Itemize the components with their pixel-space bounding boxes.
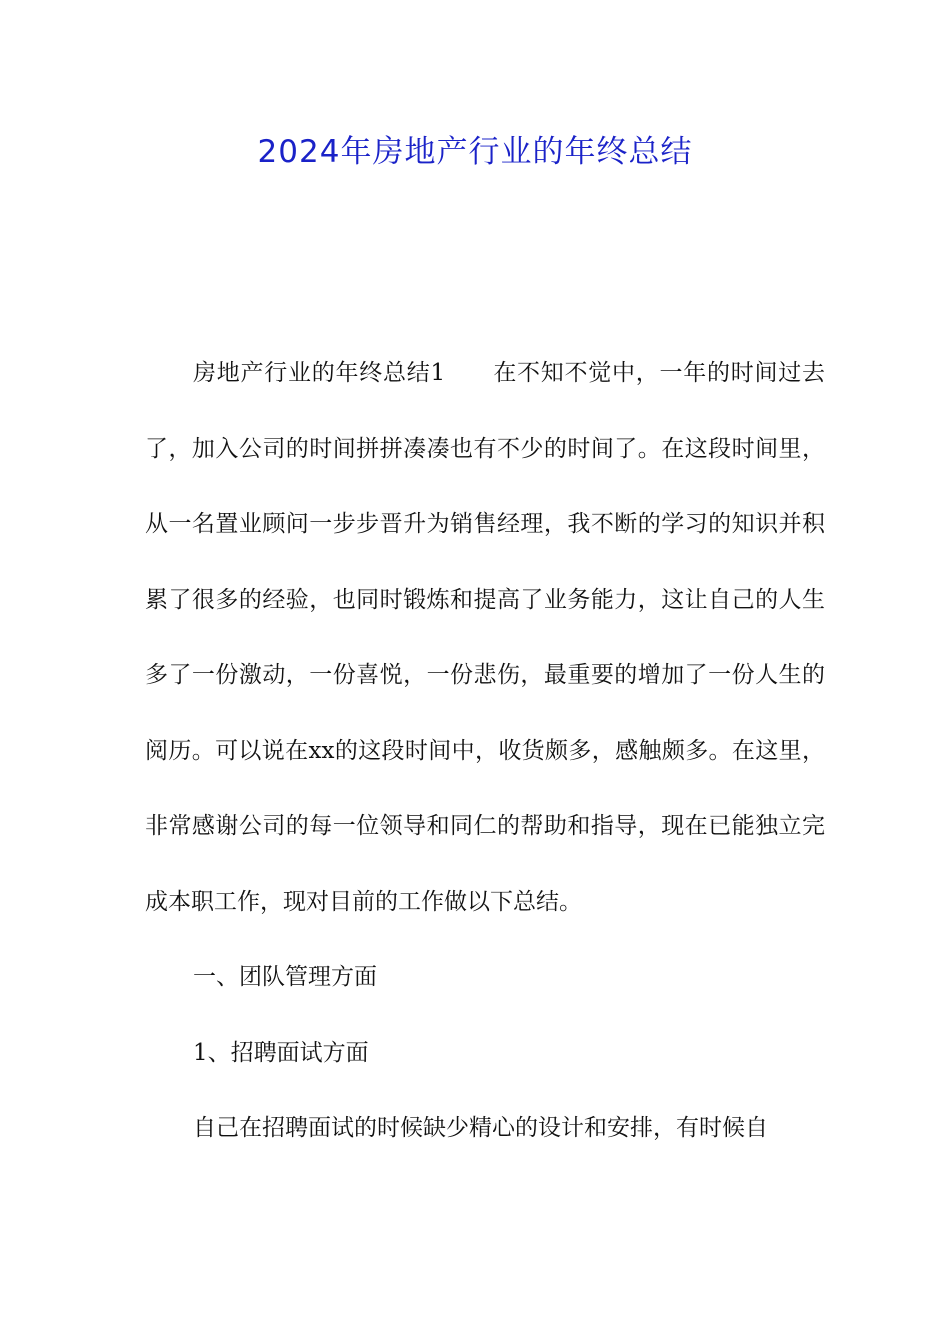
paragraph-recruitment: 自己在招聘面试的时候缺少精心的设计和安排，有时候自 [193,1115,768,1141]
paragraph-intro: 房地产行业的年终总结1 在不知不觉中，一年的时间过去了，加入公司的时间拼拼凑凑也有不少的时间了。在这段时间里，从一名置业顾问一步步晋升为销售经理，我不断的学习的知识并积累了很多的经验，也同时锻炼和提高了业务能力，这让自己的人生多了一份激动，一份喜悦，一份悲伤，最重要的增加了一份人生的阅历。可以说在xx的这段时间中，收货颇多，感触颇多。在这里，非常感谢公司的每一位领导和同仁的帮助和指导，现在已能独立完成本职工作，现对目前的工作做以下总结。 [145,360,825,915]
heading-team-management: 一、团队管理方面 [193,964,377,990]
document-body [145,336,825,1167]
subheading-recruitment: 1、招聘面试方面 [193,1039,369,1066]
document-title: 2024年房地产行业的年终总结 [257,134,693,170]
